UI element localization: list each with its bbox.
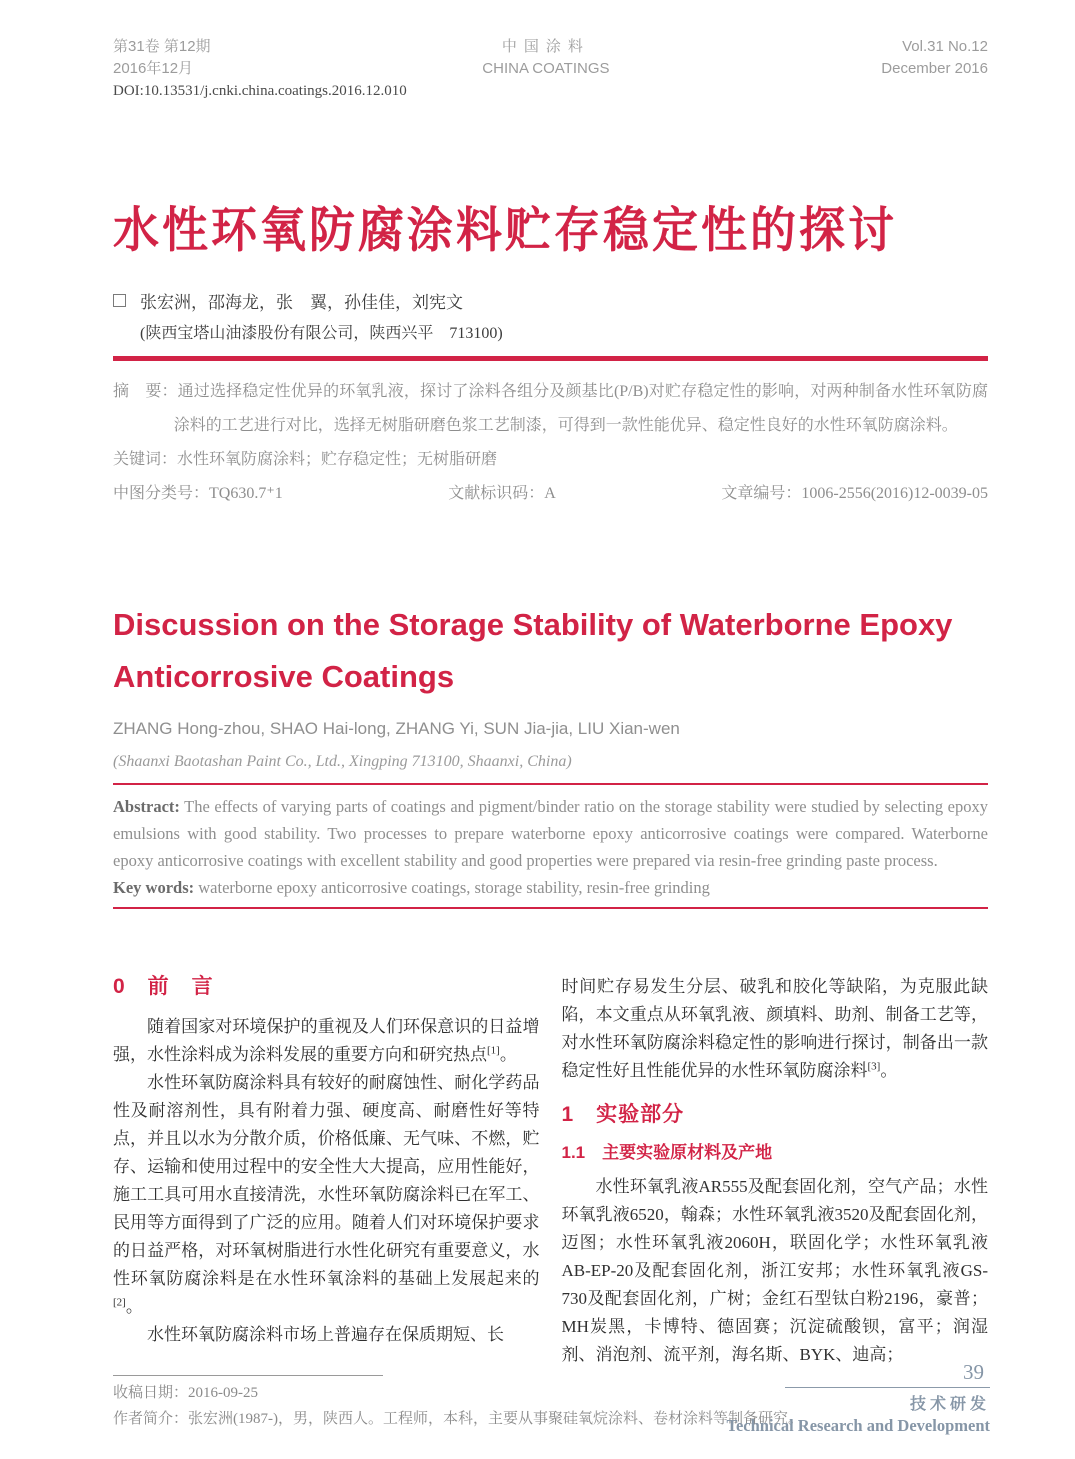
abstract-text-cn: 通过选择稳定性优异的环氧乳液，探讨了涂料各组分及颜基比(P/B)对贮存稳定性的影响，对两种制备水性环氧防腐涂料的工艺进行对比，选择无树脂研磨色浆工艺制漆，可得到一款性能优异、稳定性良好的水性环氧防腐涂料。	[173, 383, 988, 434]
keywords-label-cn: 关键词：	[113, 451, 178, 468]
journal-name-block	[482, 36, 609, 80]
divider-thin-red-2	[113, 907, 988, 909]
section-name-cn: 技术研发	[909, 1396, 990, 1413]
doi-line: DOI:10.13531/j.cnki.china.coatings.2016.12.010	[113, 83, 407, 99]
affiliation-cn: (陕西宝塔山油漆股份有限公司，陕西兴平 713100)	[140, 325, 503, 342]
divider-thick-red	[113, 356, 988, 361]
paragraph-text: 水性环氧乳液AR555及配套固化剂，空气产品；水性环氧乳液6520，翰森；水性环氧乳液3520及配套固化剂，迈图；水性环氧乳液2060H，联固化学；水性环氧乳液AB-EP-20及配套固化剂，浙江安邦；水性环氧乳液GS-730及配套固化剂，广树；金红石型钛白粉2196，豪普；MH炭黑，卡博特、德固赛；沉淀硫酸钡，富平；润湿剂、消泡剂、流平剂，海名斯、BYK、迪高；	[561, 1177, 988, 1364]
journal-name-cn: 中国涂料	[501, 38, 590, 55]
date-en: December 2016	[881, 60, 988, 77]
article-id-value: 1006-2556(2016)12-0039-05	[801, 485, 988, 502]
abstract-en	[113, 793, 988, 874]
reference-mark: [2]	[113, 1296, 126, 1309]
divider-thin-red-1	[113, 783, 988, 785]
article-id	[721, 477, 988, 511]
section-name-en: Technical Research and Development	[726, 1416, 990, 1435]
abstract-block-en	[113, 793, 988, 901]
paragraph-text: 水性环氧防腐涂料市场上普遍存在保质期短、长	[147, 1325, 504, 1344]
abstract-label-en: Abstract:	[113, 797, 180, 816]
clc-number	[113, 477, 283, 511]
document-code	[448, 477, 556, 511]
authors-cn: 张宏洲，邵海龙，张 翼，孙佳佳，刘宪文	[140, 293, 463, 312]
volume-issue-cn: 第31卷 第12期	[113, 38, 211, 55]
doc-code-value: A	[544, 485, 556, 502]
author-bio-text: 张宏洲(1987-)，男，陕西人。工程师，本科，主要从事聚硅氧烷涂料、卷材涂料等制备研究。	[188, 1411, 804, 1427]
date-cn: 2016年12月	[113, 60, 194, 77]
footer-divider	[785, 1387, 990, 1388]
article-meta-row	[113, 477, 988, 511]
clc-label: 中图分类号：	[113, 485, 210, 502]
abstract-label-cn: 摘 要：	[113, 383, 178, 400]
journal-header	[113, 36, 988, 80]
article-title-cn: 水性环氧防腐涂料贮存稳定性的探讨	[113, 202, 897, 258]
paragraph-text: 随着国家对环境保护的重视及人们环保意识的日益增强，水性涂料成为涂料发展的重要方向和研究热点	[113, 1017, 540, 1064]
author-bio-label: 作者简介：	[113, 1411, 189, 1427]
section-heading-0: 0 前 言	[113, 975, 214, 998]
reference-mark: [1]	[487, 1044, 500, 1057]
article-body	[113, 973, 988, 1369]
header-issue-info	[113, 36, 211, 80]
authors-row-cn	[113, 288, 988, 313]
paragraph	[113, 1321, 540, 1349]
abstract-cn	[113, 375, 988, 443]
header-issue-info-en	[881, 36, 988, 80]
body-column-left	[113, 973, 540, 1369]
affiliation-en: (Shaanxi Baotashan Paint Co., Ltd., Xingping 713100, Shaanxi, China)	[113, 753, 572, 770]
reference-mark: [3]	[867, 1060, 881, 1073]
paragraph-text: 。	[880, 1061, 898, 1080]
doc-code-label: 文献标识码：	[448, 485, 545, 502]
body-column-right	[562, 973, 989, 1369]
section-heading-1: 1 实验部分	[561, 1103, 685, 1126]
paragraph-text: 。	[499, 1045, 517, 1064]
article-id-label: 文章编号：	[721, 485, 802, 502]
journal-name-en: CHINA COATINGS	[482, 60, 610, 77]
paragraph	[113, 1013, 540, 1069]
keywords-en	[113, 874, 988, 901]
volume-issue-en: Vol.31 No.12	[902, 38, 988, 55]
received-date: 2016-09-25	[188, 1385, 259, 1401]
page-footer	[726, 1360, 990, 1436]
paragraph-text: 水性环氧防腐涂料具有较好的耐腐蚀性、耐化学药品性及耐溶剂性，具有附着力强、硬度高、耐磨性好等特点，并且以水为分散介质，价格低廉、无气味、不燃，贮存、运输和使用过程中的安全性大大提高，应用性能好，施工工具可用水直接清洗，水性环氧防腐涂料已在军工、民用等方面得到了广泛的应用。随着人们对环境保护要求的日益严格，对环氧树脂进行水性化研究有重要意义，水性环氧防腐涂料是在水性环氧涂料的基础上发展起来的	[113, 1073, 540, 1288]
keywords-cn	[113, 443, 988, 477]
abstract-text-en: The effects of varying parts of coatings and pigment/binder ratio on the storage stability were studied by selecting epoxy emulsions with good stability. Two processes to prepare waterborne epoxy anticorrosive coatings were compared. Waterborne epoxy anticorrosive coatings with excellent stability and good properties were prepared via resin-free grinding paste process.	[113, 797, 988, 870]
keywords-text-cn: 水性环氧防腐涂料；贮存稳定性；无树脂研磨	[177, 451, 498, 468]
abstract-block-cn	[113, 375, 988, 511]
section-heading-1-1: 1.1 主要实验原材料及产地	[561, 1143, 773, 1162]
paragraph	[562, 1173, 989, 1369]
paragraph-text: 时间贮存易发生分层、破乳和胶化等缺陷，为克服此缺陷，本文重点从环氧乳液、颜填料、助剂、制备工艺等，对水性环氧防腐涂料稳定性的影响进行探讨，制备出一款稳定性好且性能优异的水性环氧防腐涂料	[561, 977, 988, 1080]
authors-en: ZHANG Hong-zhou, SHAO Hai-long, ZHANG Yi, SUN Jia-jia, LIU Xian-wen	[113, 719, 680, 738]
paragraph-text: 。	[125, 1297, 143, 1316]
keywords-text-en: waterborne epoxy anticorrosive coatings, storage stability, resin-free grinding	[194, 878, 710, 897]
keywords-label-en: Key words:	[113, 878, 195, 897]
paragraph	[562, 973, 989, 1085]
footnote-divider	[113, 1375, 383, 1376]
paragraph	[113, 1069, 540, 1321]
author-marker-box	[113, 294, 126, 307]
article-title-en: Discussion on the Storage Stability of Waterborne Epoxy Anticorrosive Coatings	[113, 607, 953, 694]
received-label: 收稿日期：	[113, 1385, 189, 1401]
page-number: 39	[963, 1360, 984, 1384]
clc-value: TQ630.7⁺1	[209, 485, 283, 502]
